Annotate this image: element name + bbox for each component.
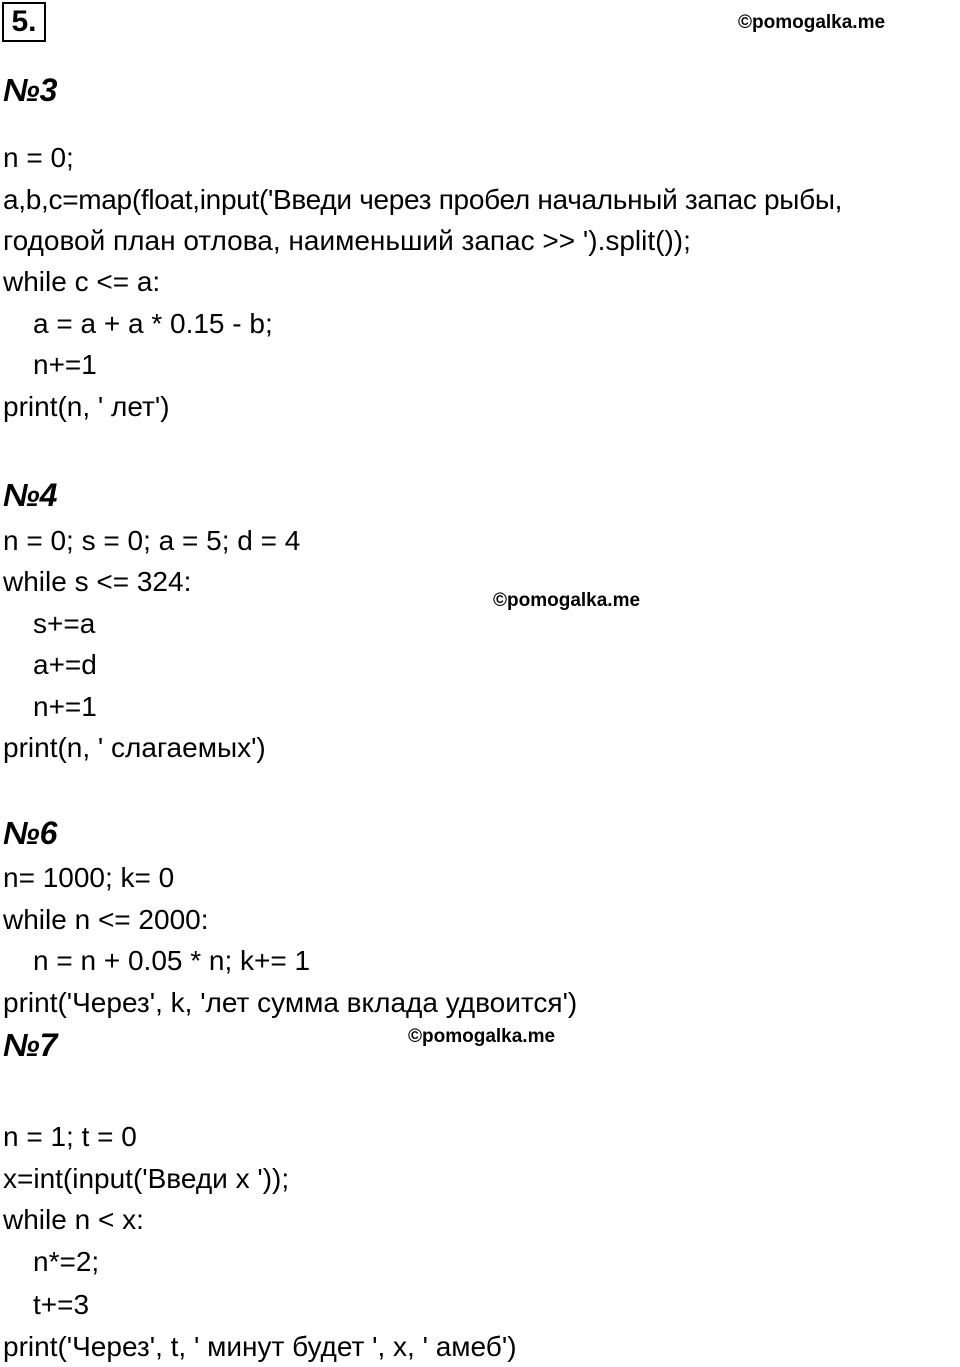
code-line: a = a + a * 0.15 - b;: [33, 308, 273, 339]
code-line: x=int(input('Введи x '));: [3, 1163, 290, 1194]
section-heading-4: №4: [3, 477, 58, 513]
section-heading-7: №7: [3, 1027, 58, 1063]
code-line: while s <= 324:: [3, 566, 192, 597]
code-line: print('Через', t, ' минут будет ', x, ' амеб'): [3, 1331, 517, 1362]
watermark-middle: ©pomogalka.me: [493, 590, 641, 611]
code-line: годовой план отлова, наименьший запас >> ').split());: [3, 225, 691, 256]
section-heading-6: №6: [3, 815, 58, 851]
code-line: t+=3: [33, 1289, 90, 1320]
code-line: n = 0; s = 0; a = 5; d = 4: [3, 525, 301, 556]
code-line: n+=1: [33, 691, 97, 722]
watermark-top: ©pomogalka.me: [738, 12, 886, 33]
code-line: n = 0;: [3, 142, 74, 173]
page-number-box: 5.: [2, 2, 46, 42]
code-line: while n < x:: [3, 1204, 144, 1235]
code-line: n*=2;: [33, 1246, 100, 1277]
code-line: print(n, ' слагаемых'): [3, 732, 266, 763]
code-line: while c <= a:: [3, 266, 161, 297]
code-line: a+=d: [33, 649, 97, 680]
code-line: n = n + 0.05 * n; k+= 1: [33, 945, 311, 976]
code-line: n = 1; t = 0: [3, 1121, 137, 1152]
code-line: n+=1: [33, 349, 97, 380]
code-line: a,b,c=map(float,input('Введи через пробел начальный запас рыбы,: [3, 184, 843, 215]
watermark-bottom: ©pomogalka.me: [408, 1026, 556, 1047]
code-line: while n <= 2000:: [3, 904, 209, 935]
code-line: print(n, ' лет'): [3, 391, 170, 422]
code-line: s+=a: [33, 608, 96, 639]
code-line: print('Через', k, 'лет сумма вклада удвоится'): [3, 987, 578, 1018]
section-heading-3: №3: [3, 72, 58, 108]
code-line: n= 1000; k= 0: [3, 862, 175, 893]
